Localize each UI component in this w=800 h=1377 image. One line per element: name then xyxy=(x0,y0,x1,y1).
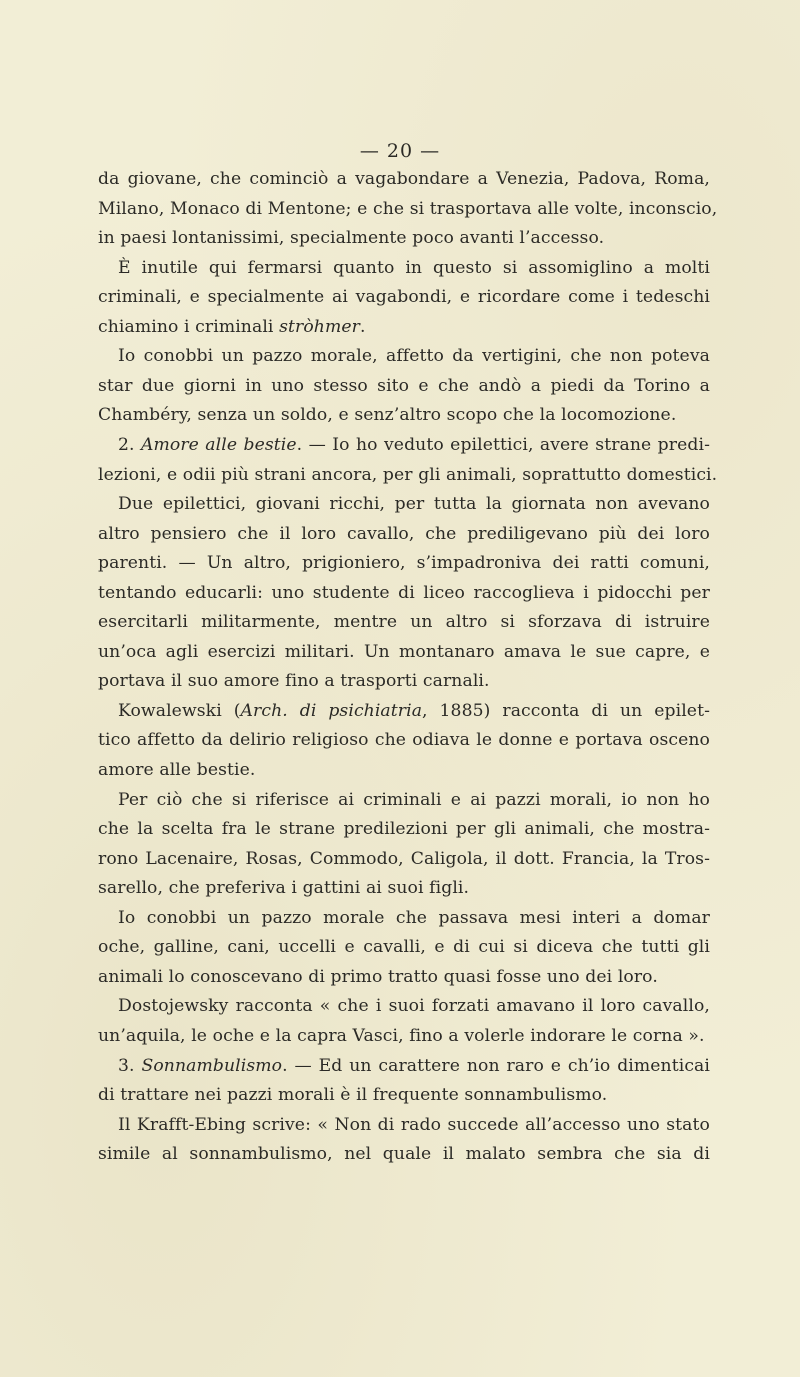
text-line-post: . — Io ho veduto epilettici, avere strane predi- xyxy=(296,435,710,455)
text-line: tico affetto da delirio religioso che odiava le donne e portava osceno xyxy=(98,730,710,750)
text-line: Io conobbi un pazzo morale, affetto da vertigini, che non poteva xyxy=(118,346,710,366)
italic-phrase: Arch. di psichiatria xyxy=(240,701,423,721)
text-line: Per ciò che si riferisce ai criminali e ai pazzi morali, io non ho xyxy=(118,790,710,810)
text-line: animali lo conoscevano di primo tratto quasi fosse uno dei loro. xyxy=(98,967,658,987)
text-line: criminali, e specialmente ai vagabondi, e ricordare come i tedeschi xyxy=(98,287,710,307)
text-line: altro pensiero che il loro cavallo, che prediligevano più dei loro xyxy=(98,524,710,544)
italic-phrase: Amore alle bestie xyxy=(140,435,297,455)
text-line: star due giorni in uno stesso sito e che andò a piedi da Torino a xyxy=(98,376,710,396)
text-line: Il Krafft-Ebing scrive: « Non di rado succede all’accesso uno stato xyxy=(118,1115,710,1135)
text-line: un’aquila, le oche e la capra Vasci, fino a volerle indorare le corna ». xyxy=(98,1026,705,1046)
text-line: in paesi lontanissimi, specialmente poco avanti l’accesso. xyxy=(98,228,605,248)
text-line: rono Lacenaire, Rosas, Commodo, Caligola, il dott. Francia, la Tros- xyxy=(98,849,710,869)
text-line: Chambéry, senza un soldo, e senz’altro scopo che la locomozione. xyxy=(98,405,677,425)
text-line xyxy=(118,700,710,722)
text-line: oche, galline, cani, uccelli e cavalli, e di cui si diceva che tutti gli xyxy=(98,937,710,957)
text-line-pre: 2. xyxy=(118,435,141,455)
text-line-pre: Kowalewski ( xyxy=(118,701,241,721)
text-line: amore alle bestie. xyxy=(98,760,256,780)
text-line: portava il suo amore fino a trasporti carnali. xyxy=(98,671,490,691)
text-line-post: . — Ed un carattere non raro e ch’io dimenticai xyxy=(282,1056,711,1076)
text-line xyxy=(98,316,710,338)
text-line: lezioni, e odii più strani ancora, per gli animali, soprattutto domestici. xyxy=(98,465,718,485)
text-line-post: , 1885) racconta di un epilet- xyxy=(422,701,710,721)
text-line: simile al sonnambulismo, nel quale il malato sembra che sia di xyxy=(98,1144,710,1164)
text-line-post: . xyxy=(359,317,366,337)
text-line-pre: chiamino i criminali xyxy=(98,317,280,337)
text-line xyxy=(118,434,710,456)
text-line xyxy=(118,1055,710,1077)
text-line: È inutile qui fermarsi quanto in questo si assomiglino a molti xyxy=(118,258,710,278)
italic-phrase: stròhmer xyxy=(279,317,360,337)
italic-phrase: Sonnambulismo xyxy=(141,1056,283,1076)
text-line: da giovane, che cominciò a vagabondare a Venezia, Padova, Roma, xyxy=(98,169,710,189)
text-line: tentando educarli: uno studente di liceo raccoglieva i pidocchi per xyxy=(98,583,710,603)
page-number: — 20 — xyxy=(359,140,441,162)
text-line: Dostojewsky racconta « che i suoi forzati amavano il loro cavallo, xyxy=(118,996,710,1016)
text-line-pre: 3. xyxy=(118,1056,142,1076)
text-line: Milano, Monaco di Mentone; e che si trasportava alle volte, inconscio, xyxy=(98,199,718,219)
text-line: sarello, che preferiva i gattini ai suoi figli. xyxy=(98,878,470,898)
text-line: Io conobbi un pazzo morale che passava mesi interi a domar xyxy=(118,908,710,928)
text-line: che la scelta fra le strane predilezioni per gli animali, che mostra- xyxy=(98,819,710,839)
text-line: esercitarli militarmente, mentre un altro si sforzava di istruire xyxy=(98,612,710,632)
text-line: Due epilettici, giovani ricchi, per tutta la giornata non avevano xyxy=(118,494,710,514)
text-line: di trattare nei pazzi morali è il frequente sonnambulismo. xyxy=(98,1085,608,1105)
text-line: un’oca agli esercizi militari. Un montanaro amava le sue capre, e xyxy=(98,642,710,662)
text-line: parenti. — Un altro, prigioniero, s’impadroniva dei ratti comuni, xyxy=(98,553,710,573)
